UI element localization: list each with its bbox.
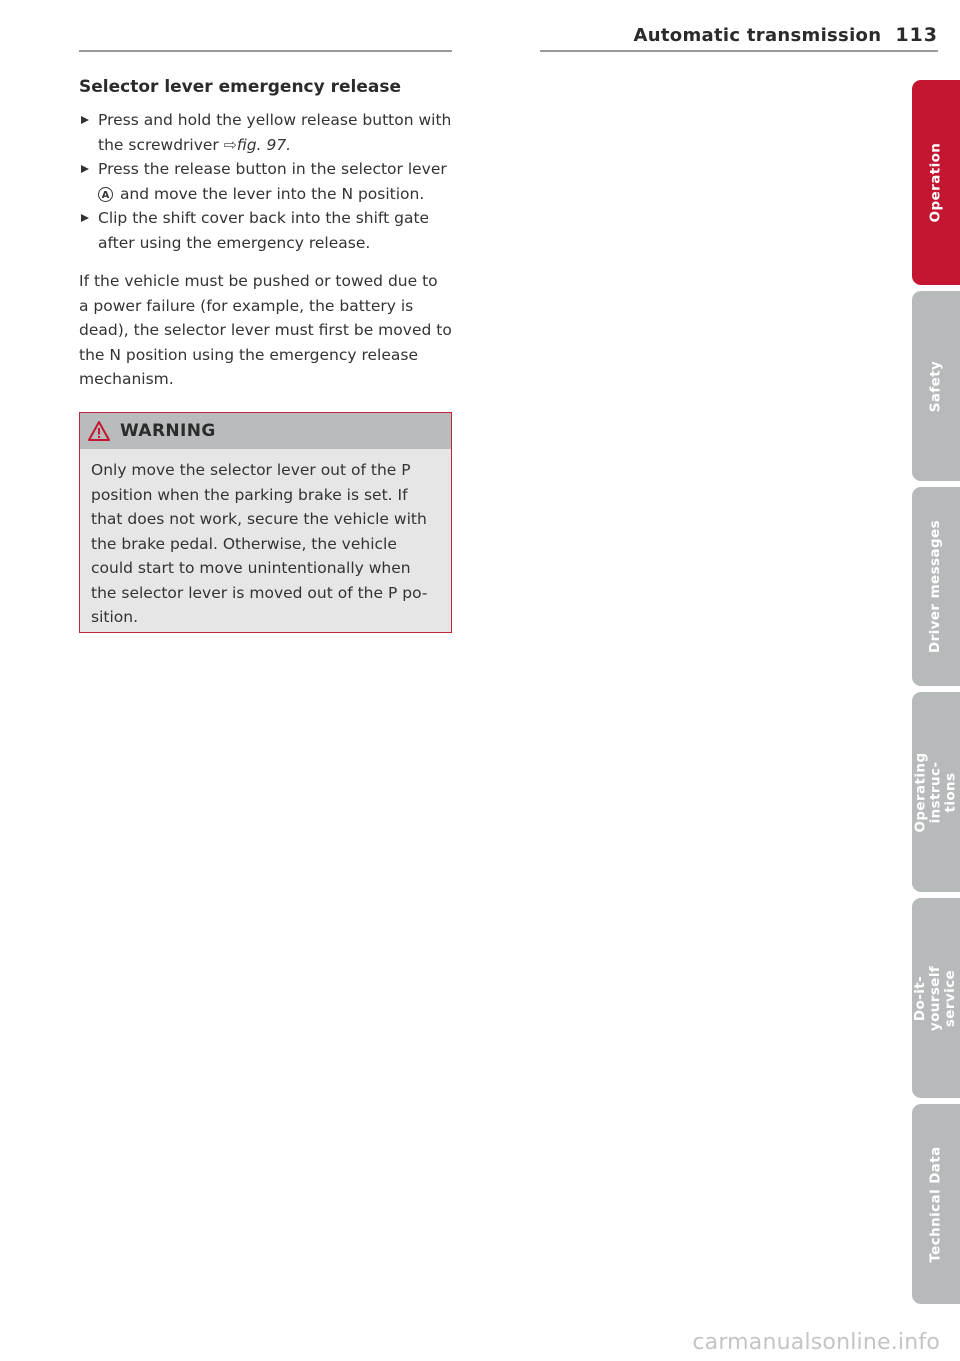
step-item: [79, 108, 452, 157]
figure-reference-link[interactable]: [224, 136, 291, 154]
arrow-right-icon: ⇨: [223, 135, 237, 154]
warning-title: WARNING: [120, 421, 216, 441]
step-text: Press and hold the yellow release button with the screwdriver: [98, 111, 452, 154]
tab-operation[interactable]: [912, 80, 960, 285]
tab-label: Technical Data: [927, 1145, 944, 1263]
header-rule-left: [79, 50, 452, 52]
tab-label: Safety: [927, 360, 944, 412]
tab-technical-data[interactable]: [912, 1104, 960, 1304]
tab-label: Do-it-yourself service: [912, 965, 959, 1031]
tab-do-it-yourself-service[interactable]: [912, 898, 960, 1098]
warning-box: [79, 412, 452, 633]
tab-label: Operation: [927, 142, 944, 223]
page-number: 113: [895, 24, 938, 46]
figure-reference-text: fig. 97.: [236, 135, 292, 154]
tab-label: Driver messages: [927, 519, 944, 654]
step-list: [79, 108, 452, 255]
tab-operating-instructions[interactable]: [912, 692, 960, 892]
tab-safety[interactable]: [912, 291, 960, 481]
step-text: Press the release button in the selector lever: [98, 160, 447, 178]
step-text: and move the lever into the N position.: [119, 184, 425, 203]
watermark: carmanualsonline.info: [692, 1330, 940, 1355]
warning-header: [80, 413, 451, 449]
chapter-title: Automatic transmission: [633, 25, 882, 46]
step-item: [79, 157, 452, 206]
warning-triangle-icon: [88, 421, 110, 441]
tab-driver-messages[interactable]: [912, 487, 960, 686]
callout-a-icon: A: [98, 187, 113, 202]
main-content: [79, 76, 452, 392]
body-paragraph: If the vehicle must be pushed or towed due to a power failure (for example, the battery is dead), the selector lever must first be moved to the N position using the emergency release mechanism.: [79, 272, 452, 388]
section-heading: Selector lever emergency release: [79, 77, 402, 97]
tab-label: Operating instruc-tions: [912, 751, 959, 833]
warning-text: Only move the selector lever out of the P position when the parking brake is set. If that does not work, secure the vehicle with the brake pedal. Otherwise, the vehicle could start to move unintentionally when the selector lever is moved out of the P po-sition.: [91, 461, 428, 626]
step-item: [79, 206, 452, 255]
header-rule-right: [540, 50, 938, 52]
step-text: Clip the shift cover back into the shift gate after using the emergency release.: [98, 209, 430, 252]
